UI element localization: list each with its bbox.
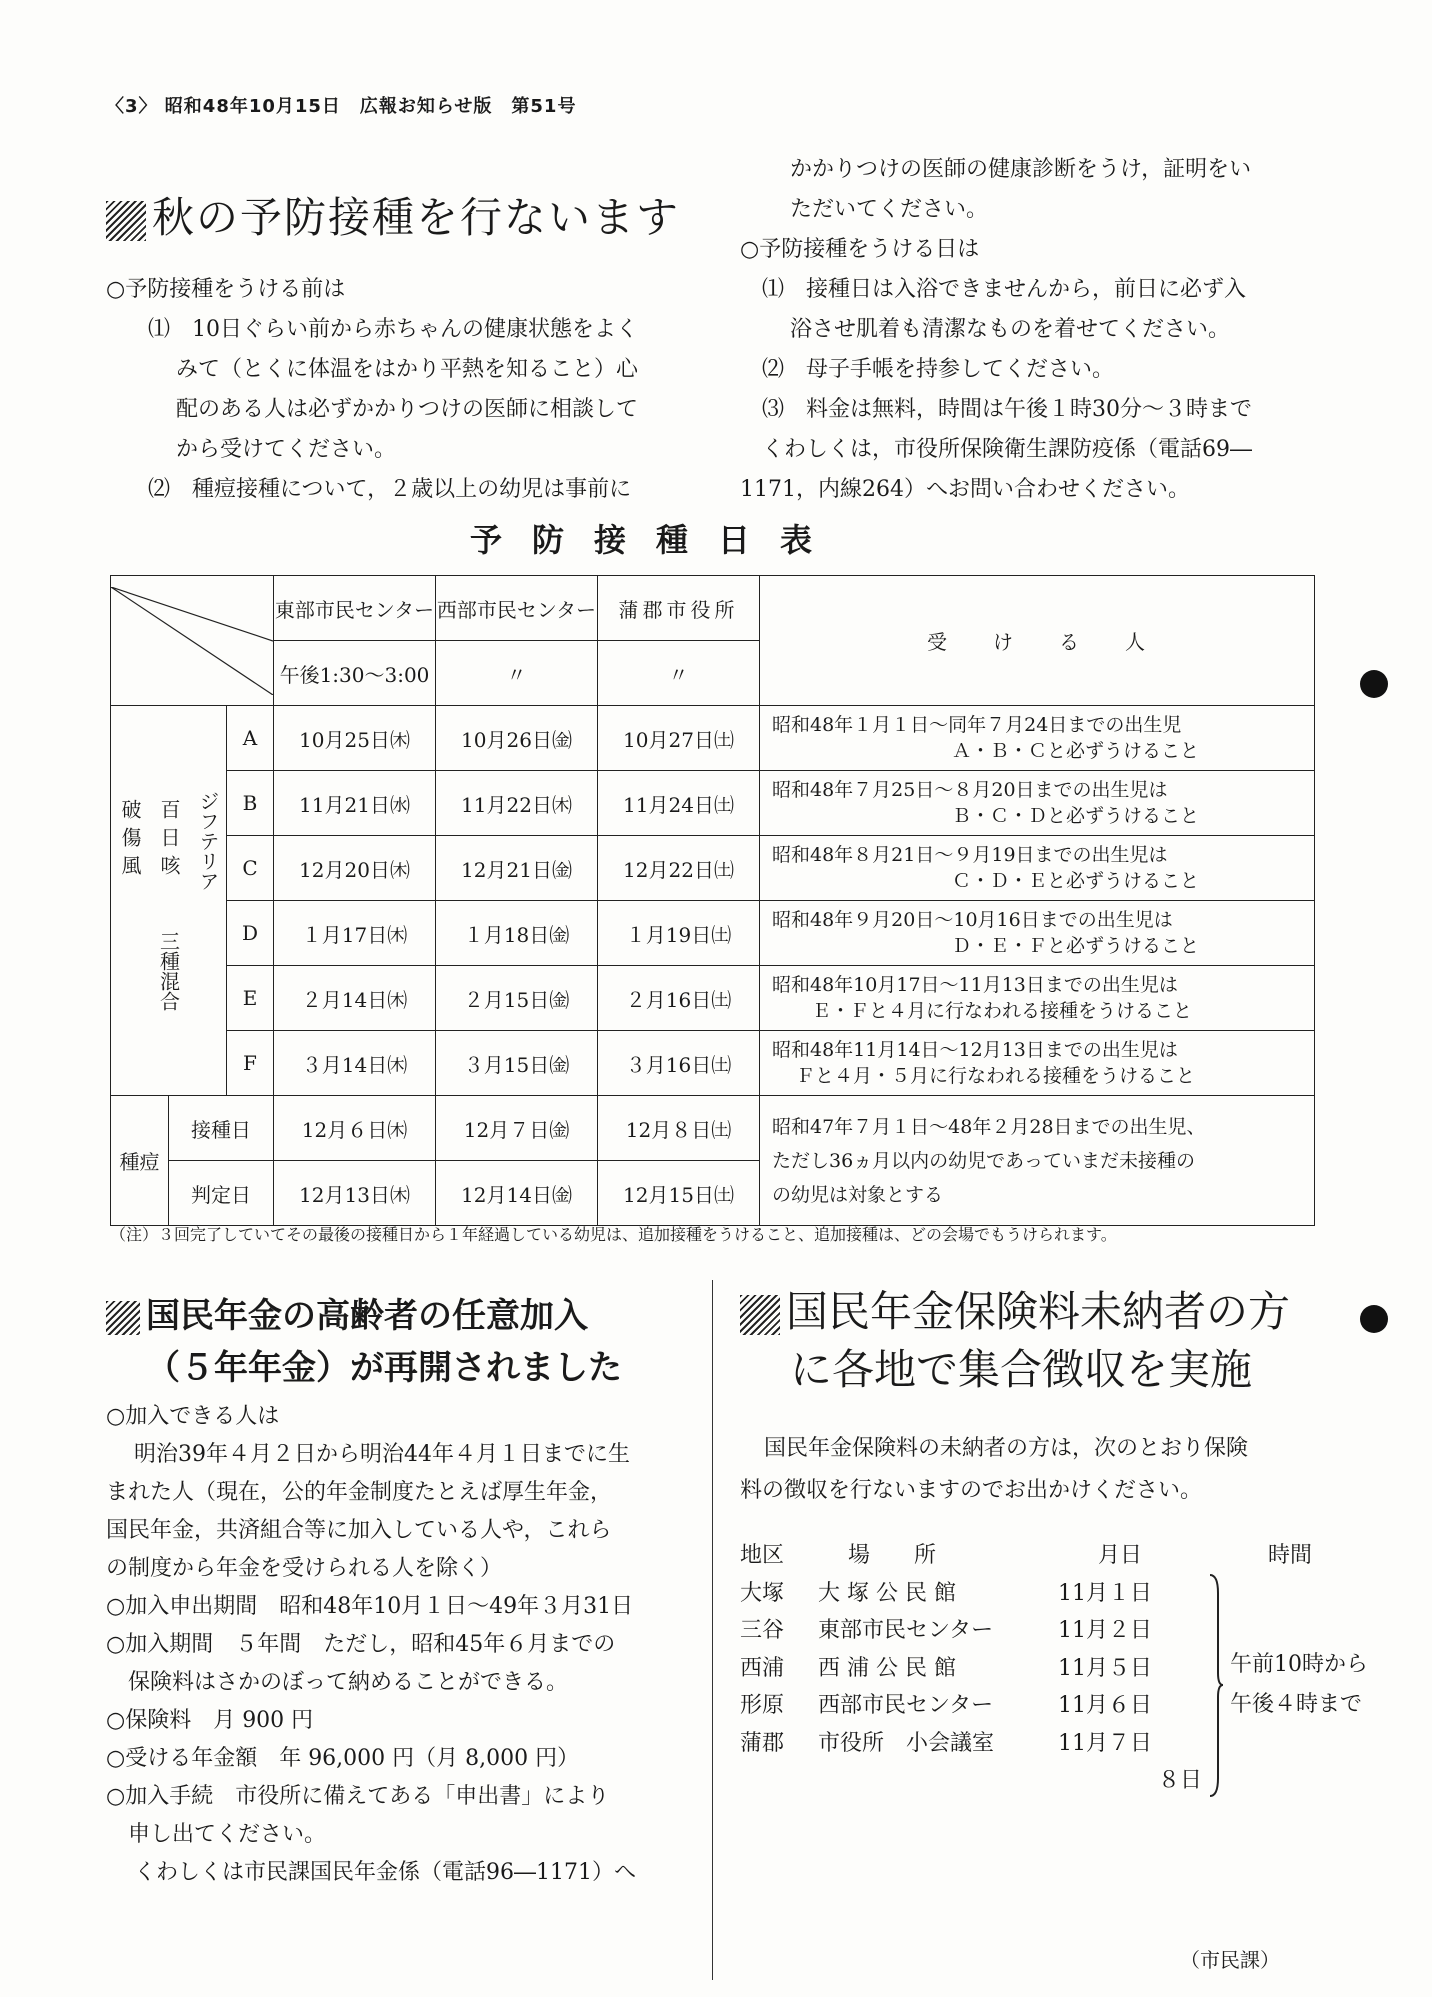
date-cell: １月17日㈭	[274, 901, 436, 966]
pension-line: 明治39年４月２日から明治44年４月１日までに生	[134, 1442, 630, 1467]
pension-line: まれた人（現在，公的年金制度たとえば厚生年金，	[106, 1480, 613, 1505]
recipients-cell: 昭和48年１月１日～同年７月24日までの出生児 Ａ・Ｂ・Ｃと必ずうけること	[760, 706, 1315, 771]
before-item-1-line: みて（とくに体温をはかり平熱を知ること）心	[176, 357, 639, 382]
smallpox-label: 種痘	[111, 1096, 169, 1226]
date-cell: 12月21日㈮	[436, 836, 598, 901]
schedule-title: 予防接種日表	[470, 521, 843, 559]
pension-line: の制度から年金を受けられる人を除く）	[106, 1556, 503, 1581]
collection-row: 西浦 西 浦 公 民 館 11月５日	[740, 1655, 1152, 1681]
collection-schedule	[740, 1535, 1368, 1798]
recipients-header: 受 け る 人	[760, 576, 1315, 706]
date-cell: 12月20日㈭	[274, 836, 436, 901]
date-cell: 11月24日㈯	[598, 771, 760, 836]
day-item-3-line: 1171，内線264）へお問い合わせください。	[740, 477, 1190, 502]
date-cell: 12月13日㈭	[274, 1161, 436, 1226]
recipients-cell: 昭和48年９月20日～10月16日までの出生児は Ｄ・Ｅ・Ｆと必ずうけること	[760, 901, 1315, 966]
pension-line: 申し出てください。	[128, 1822, 327, 1847]
before-item-1-line: から受けてください。	[176, 437, 397, 462]
collection-row: ８日	[1157, 1768, 1202, 1794]
schedule-note: （注）３回完了していてその最後の接種日から１年経過している幼児は、追加接種をうけること、追加接種は、どの会場でもうけられます。	[110, 1225, 1117, 1244]
venue-header: 西部市民センター	[436, 576, 598, 641]
diagonal-lines-icon	[111, 587, 273, 695]
before-item-2-line: ⑵ 種痘接種について，２歳以上の幼児は事前に	[148, 477, 632, 502]
date-cell: 12月22日㈯	[598, 836, 760, 901]
group-label-columns	[111, 791, 226, 891]
date-cell: ３月15日㈮	[436, 1031, 598, 1096]
row-id: E	[227, 966, 274, 1031]
before-heading: ○予防接種をうける前は	[106, 277, 346, 302]
collection-row: 大塚 大 塚 公 民 館 11月１日 午前10時から 午後４時まで	[740, 1573, 1368, 1611]
header-area: 地区	[740, 1543, 785, 1569]
collection-intro: 国民年金保険料の未納者の方は，次のとおり保険 料の徴収を行ないますのでお出かけください。	[740, 1436, 1249, 1503]
pension-line: ○受ける年金額 年 96,000 円（月 8,000 円）	[106, 1746, 580, 1771]
date-cell: 12月14日㈮	[436, 1161, 598, 1226]
header-date: 月日	[1098, 1543, 1143, 1569]
time-cell: 午後1:30～3:00	[274, 641, 436, 706]
day-item-1-line: ⑴ 接種日は入浴できませんから，前日に必ず入	[762, 277, 1247, 302]
collection-row: 三谷 東部市民センター 11月２日	[740, 1618, 1152, 1644]
three-mix-group-cell	[111, 706, 227, 1096]
date-cell: 12月７日㈮	[436, 1096, 598, 1161]
brace-icon	[1208, 1573, 1224, 1798]
group-label-tetanus: 破傷風	[118, 798, 142, 883]
vaccination-schedule-table	[110, 575, 1315, 1226]
pension-line: くわしくは市民課国民年金係（電話96―1171）へ	[134, 1860, 636, 1885]
recipients-cell: 昭和48年11月14日～12月13日までの出生児は Ｆと４月・５月に行なわれる接種をうけること	[760, 1031, 1315, 1096]
hatch-mark-icon	[740, 1295, 780, 1335]
date-cell: １月18日㈮	[436, 901, 598, 966]
punch-hole-icon	[1360, 1305, 1388, 1333]
vaccination-right-column	[740, 150, 1252, 510]
smallpox-row-label: 判定日	[169, 1161, 274, 1226]
group-label-diphtheria: ジフテリア	[196, 790, 220, 891]
punch-hole-icon	[1360, 670, 1388, 698]
header-time: 時間	[1268, 1543, 1313, 1569]
row-id: C	[227, 836, 274, 901]
column-divider	[712, 1280, 713, 1980]
collection-table	[740, 1535, 1368, 1798]
collection-row: 蒲郡 市役所 小会議室 11月７日	[740, 1730, 1152, 1756]
pension-body	[106, 1398, 636, 1892]
collection-time-cell	[1208, 1573, 1368, 1798]
date-cell: 11月22日㈭	[436, 771, 598, 836]
ditto-cell: 〃	[598, 641, 760, 706]
time-to: 午後４時まで	[1230, 1692, 1363, 1717]
diagonal-header-cell	[111, 576, 274, 706]
date-cell: ２月16日㈯	[598, 966, 760, 1031]
recipients-cell: 昭和48年８月21日～９月19日までの出生児は Ｃ・Ｄ・Ｅと必ずうけること	[760, 836, 1315, 901]
date-cell: 12月８日㈯	[598, 1096, 760, 1161]
venue-header: 東部市民センター	[274, 576, 436, 641]
ditto-cell: 〃	[436, 641, 598, 706]
smallpox-row-label: 接種日	[169, 1096, 274, 1161]
pension-line: ○保険料 月 900 円	[106, 1708, 314, 1733]
row-id: B	[227, 771, 274, 836]
header-place: 場 所	[848, 1543, 937, 1569]
pension-line: ○加入申出期間 昭和48年10月１日～49年３月31日	[106, 1594, 634, 1619]
date-cell: 10月27日㈯	[598, 706, 760, 771]
collection-row: 形原 西部市民センター 11月６日	[740, 1693, 1152, 1719]
recipients-cell: 昭和48年７月25日～８月20日までの出生児は Ｂ・Ｃ・Ｄと必ずうけること	[760, 771, 1315, 836]
date-cell: ３月16日㈯	[598, 1031, 760, 1096]
date-cell: 10月25日㈭	[274, 706, 436, 771]
page-header: 〈3〉 昭和48年10月15日 広報お知らせ版 第51号	[106, 96, 577, 117]
pension-line: 国民年金，共済組合等に加入している人や，これら	[106, 1518, 612, 1543]
collection-title: 国民年金保険料未納者の方 に各地で集合徴収を実施	[740, 1283, 1290, 1399]
date-cell: ３月14日㈭	[274, 1031, 436, 1096]
venue-header: 蒲郡市役所	[598, 576, 760, 641]
pension-line: ○加入できる人は	[106, 1404, 280, 1429]
before-item-2-line: かかりつけの医師の健康診断をうけ，証明をい	[790, 157, 1252, 182]
recipients-cell: 昭和48年10月17日～11月13日までの出生児は Ｅ・Ｆと４月に行なわれる接種をうけること	[760, 966, 1315, 1031]
day-heading: ○予防接種をうける日は	[740, 237, 980, 262]
date-cell: ２月15日㈮	[436, 966, 598, 1031]
row-id: F	[227, 1031, 274, 1096]
pension-title: 国民年金の高齢者の任意加入 （５年年金）が再開されました	[106, 1290, 622, 1394]
date-cell: 11月21日㈬	[274, 771, 436, 836]
smallpox-recipients-cell: 昭和47年７月１日～48年２月28日までの出生児、 ただし36ヵ月以内の幼児であっていまだ未接種の の幼児は対象とする	[760, 1096, 1315, 1226]
pension-line: 保険料はさかのぼって納めることができる。	[128, 1670, 569, 1695]
pension-line: ○加入手続 市役所に備えてある「申出書」により	[106, 1784, 610, 1809]
before-item-1-line: 配のある人は必ずかかりつけの医師に相談して	[176, 397, 639, 422]
date-cell: ２月14日㈭	[274, 966, 436, 1031]
before-item-2-line: ただいてください。	[790, 197, 989, 222]
group-label-pertussis: 百日咳	[157, 798, 181, 883]
day-item-1-line: 浴させ肌着も清潔なものを着せてください。	[790, 317, 1231, 342]
date-cell: 12月６日㈭	[274, 1096, 436, 1161]
day-item-3-line: くわしくは，市役所保険衛生課防疫係（電話69―	[762, 437, 1252, 462]
date-cell: １月19日㈯	[598, 901, 760, 966]
group-label-three-mix: 三種混合	[156, 930, 181, 1011]
pension-line: ○加入期間 ５年間 ただし，昭和45年６月までの	[106, 1632, 616, 1657]
hatch-mark-icon	[106, 201, 146, 241]
before-item-1-line: ⑴ 10日ぐらい前から赤ちゃんの健康状態をよく	[148, 317, 638, 342]
collection-header-row	[740, 1535, 1368, 1573]
vaccination-left-column	[106, 270, 638, 510]
vaccination-title: 秋の予防接種を行ないます	[106, 185, 680, 245]
hatch-mark-icon	[106, 1301, 140, 1335]
row-id: A	[227, 706, 274, 771]
row-id: D	[227, 901, 274, 966]
day-item-3-line: ⑶ 料金は無料，時間は午後１時30分～３時まで	[762, 397, 1252, 422]
day-item-2: ⑵ 母子手帳を持参してください。	[762, 357, 1115, 382]
time-from: 午前10時から	[1230, 1652, 1368, 1677]
date-cell: 12月15日㈯	[598, 1161, 760, 1226]
collection-department: （市民課）	[1180, 1948, 1280, 1972]
date-cell: 10月26日㈮	[436, 706, 598, 771]
